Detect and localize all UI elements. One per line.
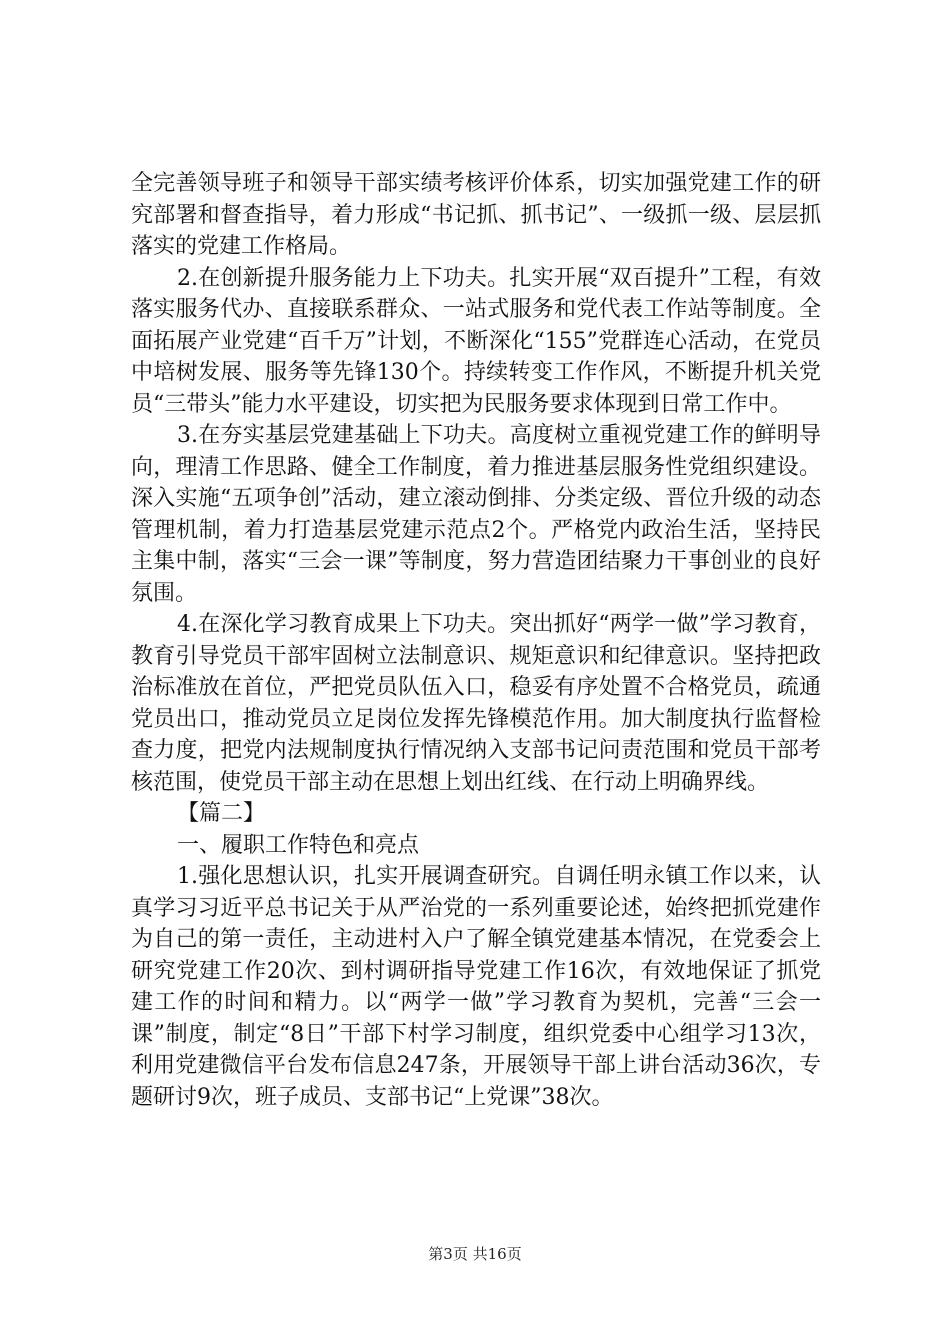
paragraph-4: 4.在深化学习教育成果上下功夫。突出抓好“两学一做”学习教育，教育引导党员干部牢固树立法制意识、规矩意识和纪律意识。坚持把政治标准放在首位，严把党员队伍入口，稳妥有序处置不合格党员，疏通党员出口，推动党员立足岗位发挥先锋模范作用。加大制度执行监督检查力度，把党内法规制度执行情况纳入支部书记问责范围和党员干部考核范围，使党员干部主动在思想上划出红线、在行动上明确界线。 xyxy=(131,612,821,795)
page-footer: 第3页 共16页 xyxy=(428,1245,522,1263)
paragraph-1: 全完善领导班子和领导干部实绩考核评价体系，切实加强党建工作的研究部署和督查指导，着力形成“书记抓、抓书记”、一级抓一级、层层抓落实的党建工作格局。 xyxy=(131,171,821,259)
paragraph-3: 3.在夯实基层党建基础上下功夫。高度树立重视党建工作的鲜明导向，理清工作思路、健全工作制度，着力推进基层服务性党组织建设。深入实施“五项争创”活动，建立滚动倒排、分类定级、晋位升级的动态管理机制，着力打造基层党建示范点2个。严格党内政治生活，坚持民主集中制，落实“三会一课”等制度，努力营造团结聚力干事创业的良好氛围。 xyxy=(131,423,821,606)
paragraph-5: 1.强化思想认识，扎实开展调查研究。自调任明永镇工作以来，认真学习习近平总书记关于从严治党的一系列重要论述，始终把抓党建作为自己的第一责任，主动进村入户了解全镇党建基本情况，在党委会上研究党建工作20次、到村调研指导党建工作16次，有效地保证了抓党建工作的时间和精力。以“两学一做”学习教育为契机，完善“三会一课”制度，制定“8日”干部下村学习制度，组织党委中心组学习13次，利用党建微信平台发布信息247条，开展领导干部上讲台活动36次，专题研讨9次，班子成员、支部书记“上党课”38次。 xyxy=(131,864,821,1110)
subsection-heading: 一、履职工作特色和亮点 xyxy=(177,832,420,858)
document-body xyxy=(131,168,821,1113)
paragraph-2: 2.在创新提升服务能力上下功夫。扎实开展“双百提升”工程，有效落实服务代办、直接联系群众、一站式服务和党代表工作站等制度。全面拓展产业党建“百千万”计划，不断深化“155”党群连心活动，在党员中培树发展、服务等先锋130个。持续转变工作作风，不断提升机关党员“三带头”能力水平建设，切实把为民服务要求体现到日常工作中。 xyxy=(131,265,821,417)
section-heading: 【篇二】 xyxy=(177,801,266,826)
